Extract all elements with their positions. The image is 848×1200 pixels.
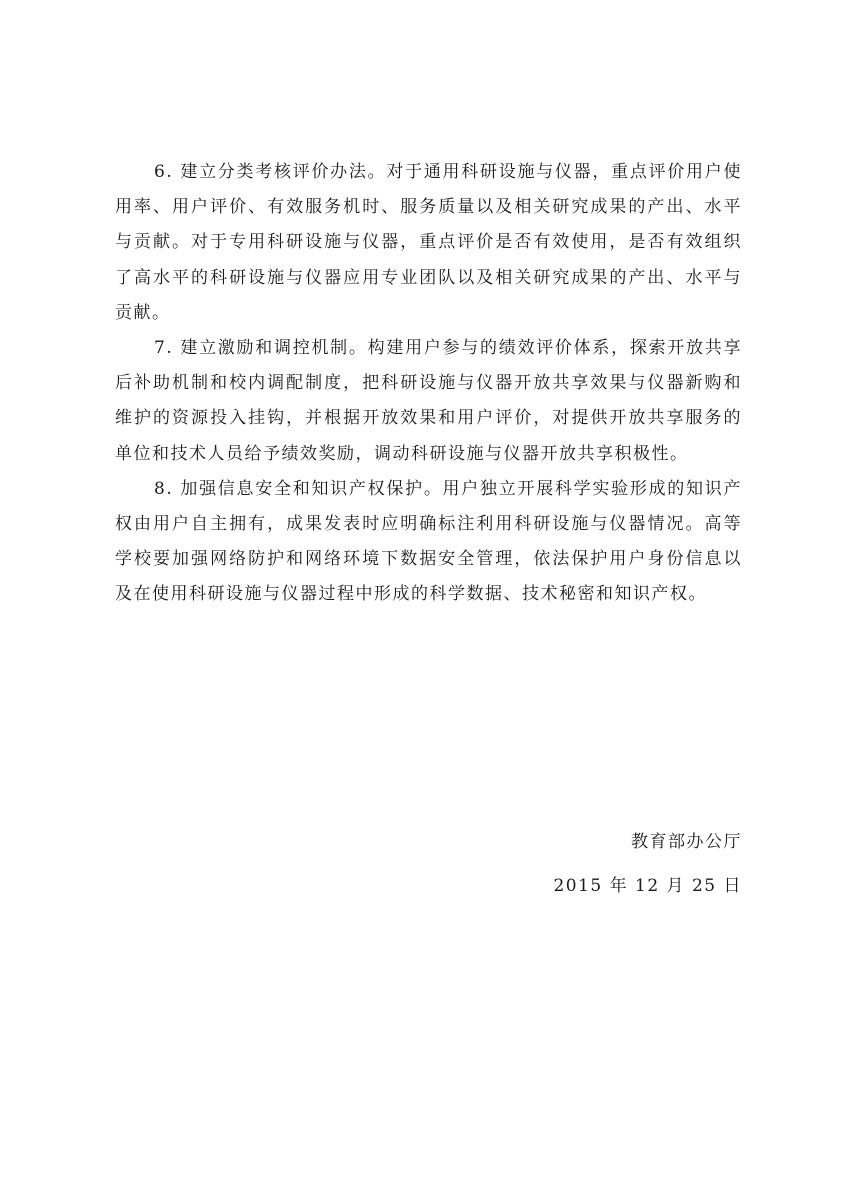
paragraph-item-7: 7. 建立激励和调控机制。构建用户参与的绩效评价体系，探索开放共享后补助机制和校内调配制度，把科研设施与仪器开放共享效果与仪器新购和维护的资源投入挂钩，并根据开放效果和用户评价，对提供开放共享服务的单位和技术人员给予绩效奖励，调动科研设施与仪器开放共享积极性。 [115, 338, 742, 464]
paragraph-item-8: 8. 加强信息安全和知识产权保护。用户独立开展科学实验形成的知识产权由用户自主拥有，成果发表时应明确标注利用科研设施与仪器情况。高等学校要加强网络防护和网络环境下数据安全管理，依法保护用户身份信息以及在使用科研设施与仪器过程中形成的科学数据、技术秘密和知识产权。 [115, 478, 742, 605]
paragraph-item-6: 6. 建立分类考核评价办法。对于通用科研设施与仪器，重点评价用户使用率、用户评价、有效服务机时、服务质量以及相关研究成果的产出、水平与贡献。对于专用科研设施与仪器，重点评价是否有效使用，是否有效组织了高水平的科研设施与仪器应用专业团队以及相关研究成果的产出、水平与贡献。 [115, 162, 742, 323]
document-body [115, 155, 742, 613]
issuing-organization: 教育部办公厅 [631, 832, 742, 852]
issue-date: 2015 年 12 月 25 日 [553, 876, 742, 896]
signature-block [553, 820, 742, 908]
